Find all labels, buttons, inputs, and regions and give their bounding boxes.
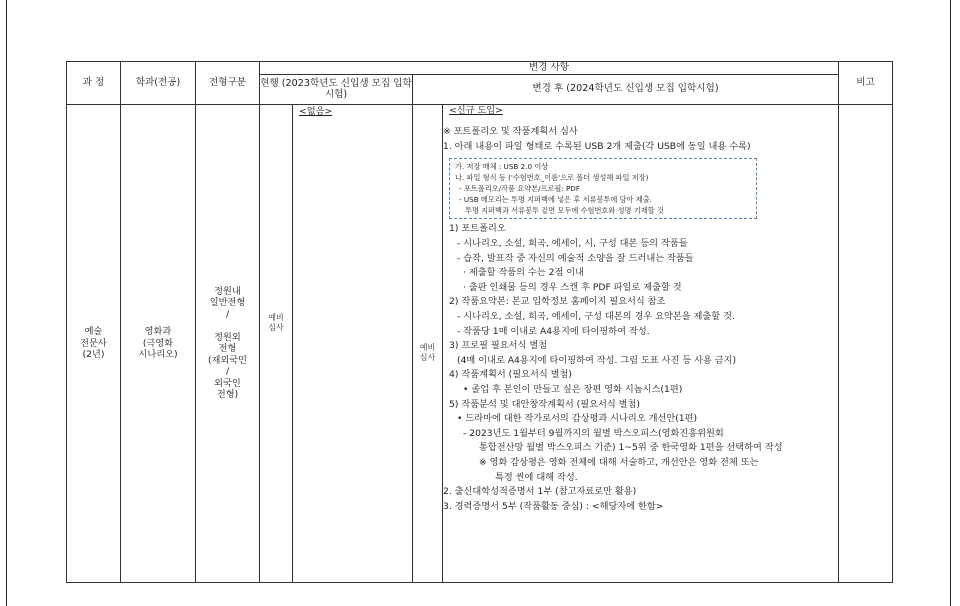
after-line: 특정 씬에 대해 작성. xyxy=(495,471,578,483)
after-line: - 2023년도 1월부터 9월까지의 월별 박스오피스(영화진흥위원회 xyxy=(463,427,724,439)
box-line: 가. 저장 매체 : USB 2.0 이상 xyxy=(455,161,549,171)
header-change: 변경 사항 xyxy=(260,62,839,75)
after-line: - 시나리오, 소설, 희곡, 에세이, 구성 대본의 경우 요약본을 제출할 것. xyxy=(457,311,735,323)
box-line: - 포트폴리오/작품 요약본/프로필: PDF xyxy=(459,183,580,193)
after-line: - 시나리오, 소설, 희곡, 에세이, 시, 구성 대본 등의 작품들 xyxy=(457,238,688,250)
before-none-label: <없음> xyxy=(299,105,333,117)
header-dept: 학과(전공) xyxy=(121,62,196,105)
change-table xyxy=(66,61,893,583)
cell-after-stage: 예비 심사 xyxy=(413,104,443,582)
after-line: - 작품당 1매 이내로 A4용지에 타이핑하여 작성. xyxy=(457,325,650,337)
after-line: ※ 포트폴리오 및 작품계획서 심사 xyxy=(443,126,578,138)
box-line: - USB 메모리는 투명 지퍼백에 넣은 후 서류봉투에 담아 제출. xyxy=(459,195,652,205)
header-course: 과 정 xyxy=(67,62,121,105)
box-line: 투명 지퍼백과 서류봉투 겉면 모두에 수험번호와 성명 기재할 것 xyxy=(465,206,664,216)
after-line: 2. 출신대학성적증명서 1부 (참고자료로만 활용) xyxy=(443,486,637,498)
after-line: 2) 작품요약본: 본교 입학정보 홈페이지 필요서식 참조 xyxy=(449,296,666,308)
cell-type: 정원내 일반전형 / 정원외 전형 (재외국민 / 외국인 전형) xyxy=(196,104,260,582)
after-line: 3) 프로필 필요서식 별첨 xyxy=(449,340,548,352)
header-type: 전형구분 xyxy=(196,62,260,105)
after-line: 1) 포트폴리오 xyxy=(449,223,506,235)
after-line: - 습작, 발표작 중 자신의 예술적 소양을 잘 드러내는 작품들 xyxy=(457,252,694,264)
header-before: 현행 (2023학년도 신입생 모집 입학시험) xyxy=(260,74,413,104)
after-heading: <신규 도입> xyxy=(449,104,503,116)
header-after: 변경 후 (2024학년도 신입생 모집 입학시험) xyxy=(413,74,839,104)
cell-note xyxy=(839,104,893,582)
after-line: · 제출할 작품의 수는 2점 이내 xyxy=(463,267,584,279)
after-line: 1. 아래 내용이 파일 형태로 수록된 USB 2개 제출(각 USB에 동일 내용 수록) xyxy=(443,141,751,153)
cell-before-content xyxy=(293,104,413,582)
header-note: 비고 xyxy=(839,62,893,105)
after-line: (4매 이내로 A4용지에 타이핑하여 작성. 그림 도표 사진 등 사용 금지) xyxy=(457,354,737,366)
box-line: 나. 파일 형식 등 ('수험번호_이름'으로 폴더 생성해 파일 저장) xyxy=(455,172,649,182)
cell-before-stage: 예비 심사 xyxy=(260,104,293,582)
cell-dept: 영화과 (극영화 시나리오) xyxy=(121,104,196,582)
after-line: 4) 작품계획서 (필요서식 별첨) xyxy=(449,369,572,381)
after-line: • 드라마에 대한 작가로서의 감상평과 시나리오 개선안(1편) xyxy=(457,413,698,425)
cell-after-content xyxy=(443,104,839,582)
usb-spec-box xyxy=(449,158,757,220)
after-line: 5) 작품분석 및 대안창작계획서 (필요서식 별첨) xyxy=(449,398,640,410)
after-line: 통합전산망 월별 박스오피스 기준) 1~5위 중 한국영화 1편을 선택하여 작성 xyxy=(479,442,783,454)
after-line: • 졸업 후 본인이 만들고 싶은 장편 영화 시놉시스(1편) xyxy=(463,383,683,395)
cell-course: 예술 전문사 (2년) xyxy=(67,104,121,582)
after-line: · 출판 인쇄물 등의 경우 스캔 후 PDF 파일로 제출할 것 xyxy=(463,281,682,293)
after-line: 3. 경력증명서 5부 (작품활동 중심) : <해당자에 한함> xyxy=(443,500,664,512)
after-line: ※ 영화 감상평은 영화 전체에 대해 서술하고, 개선안은 영화 전체 또는 xyxy=(479,456,759,468)
